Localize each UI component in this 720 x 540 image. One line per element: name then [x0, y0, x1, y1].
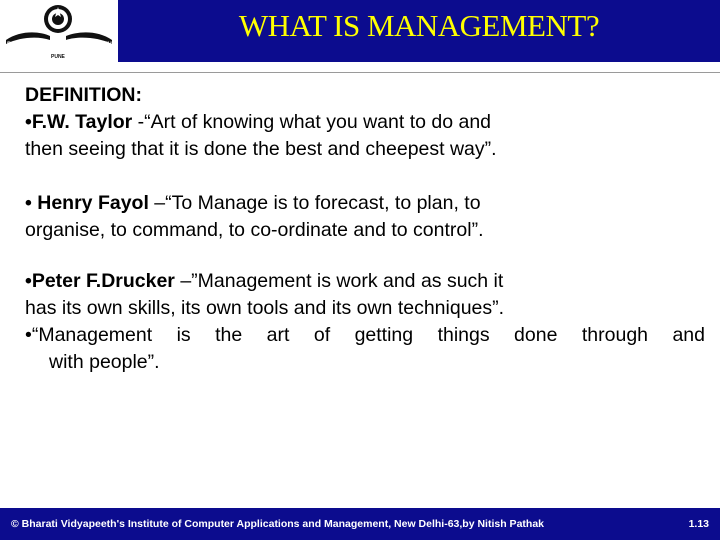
taylor-bullet: • — [25, 111, 32, 133]
header-bar — [0, 0, 720, 62]
definition-heading-text: DEFINITION: — [25, 84, 142, 106]
final-quote-line-1: •“Management is the art of getting things done through and — [25, 324, 705, 346]
taylor-name: F.W. Taylor — [31, 111, 133, 133]
slide-content — [25, 82, 705, 376]
taylor-line-2: then seeing that it is done the best and cheepest way”. — [25, 138, 497, 160]
page-number: 1.13 — [688, 518, 709, 530]
fayol-bullet: • — [25, 192, 32, 214]
logo-bottom-text: PUNE — [51, 54, 65, 60]
slide-title: WHAT IS MANAGEMENT? — [238, 8, 600, 43]
bharati-vidyapeeth-logo-icon — [0, 0, 118, 62]
footer-bar — [0, 508, 720, 540]
logo-container — [0, 0, 118, 62]
logo-left-text: BHARATI — [7, 42, 34, 48]
definition-heading — [25, 82, 705, 109]
taylor-line-1 — [25, 109, 705, 136]
fayol-line-2: organise, to command, to co-ordinate and to control”. — [25, 219, 484, 241]
taylor-quote-start: -“Art of knowing what you want to do and — [132, 111, 492, 133]
header-divider — [0, 72, 720, 73]
fayol-line-1 — [25, 190, 705, 217]
drucker-line-1 — [25, 268, 705, 295]
footer-copyright: © Bharati Vidyapeeth's Institute of Computer Applications and Management, New Delhi-63,by Nitish Pathak — [11, 518, 544, 530]
logo-right-text: VIDYAPEETH — [74, 42, 112, 48]
drucker-bullet: • — [25, 270, 32, 292]
drucker-quote-start: –”Management is work and as such it — [174, 270, 504, 292]
fayol-name: Henry Fayol — [37, 192, 149, 214]
final-quote-line-2: with people”. — [49, 351, 160, 373]
drucker-name: Peter F.Drucker — [31, 270, 175, 292]
drucker-line-2: has its own skills, its own tools and its own techniques”. — [25, 297, 505, 319]
fayol-quote-start: –“To Manage is to forecast, to plan, to — [148, 192, 481, 214]
